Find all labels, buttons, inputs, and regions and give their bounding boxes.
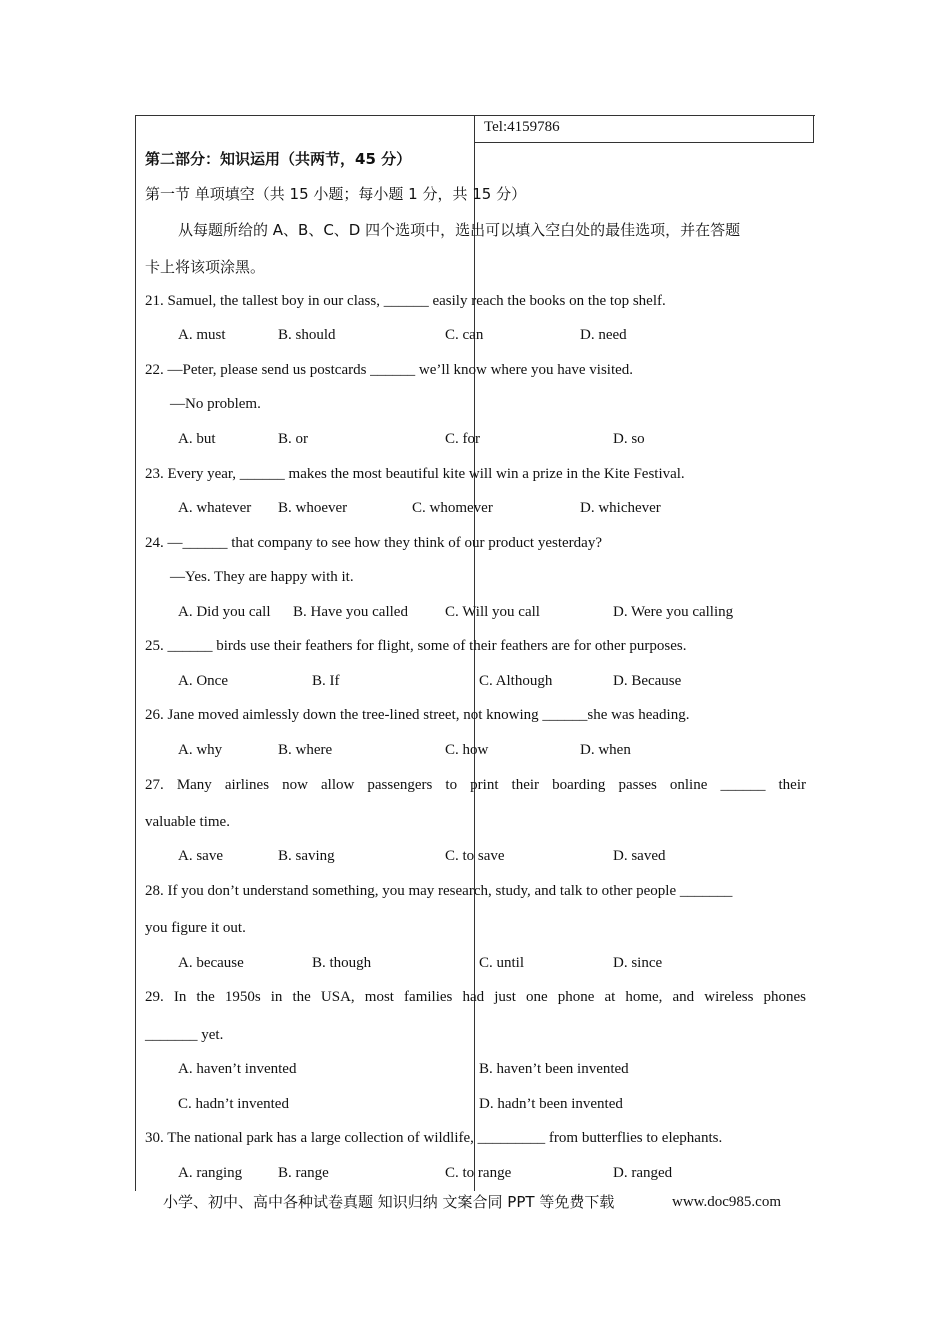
q22-option-a: A. but [178,431,216,447]
q27-option-c: C. to save [445,848,505,864]
q29-option-c: C. hadn’t invented [178,1096,289,1112]
q25-option-c: C. Although [479,673,553,689]
q21-option-b: B. should [278,327,336,343]
q27-option-a: A. save [178,848,223,864]
question-24-stem: 24. —______ that company to see how they think of our product yesterday? [145,535,602,551]
q24-option-b: B. Have you called [293,604,408,620]
question-27-stem-cont: valuable time. [145,814,230,830]
q29-option-d: D. hadn’t been invented [479,1096,623,1112]
footer-website-link[interactable]: www.doc985.com [672,1194,782,1210]
question-29-stem: 29. In the 1950s in the USA, most families had just one phone at home, and wireless phones [145,989,806,1005]
tel-number: Tel:4159786 [484,119,560,135]
q29-option-b: B. haven’t been invented [479,1061,629,1077]
q30-option-c: C. to range [445,1165,512,1181]
q26-option-d: D. when [580,742,631,758]
question-22-stem: 22. —Peter, please send us postcards ______ we’ll know where you have visited. [145,362,634,378]
q26-option-c: C. how [445,742,489,758]
q26-option-b: B. where [278,742,333,758]
question-22-reply: —No problem. [170,396,261,412]
instruction-line-2: 卡上将该项涂黑。 [145,258,266,276]
q28-option-d: D. since [613,955,663,971]
q30-option-b: B. range [278,1165,329,1181]
q29-option-a: A. haven’t invented [178,1061,297,1077]
instruction-line-1: 从每题所给的 A、B、C、D 四个选项中，选出可以填入空白处的最佳选项，并在答题 [178,221,741,239]
q21-option-d: D. need [580,327,627,343]
q22-option-c: C. for [445,431,480,447]
part-title: 第二部分：知识运用（共两节，45 分） [145,150,412,168]
q25-option-a: A. Once [178,673,228,689]
question-26-stem: 26. Jane moved aimlessly down the tree-lined street, not knowing ______she was heading. [145,707,690,723]
q23-option-c: C. whomever [412,500,493,516]
q22-option-d: D. so [613,431,645,447]
q27-option-b: B. saving [278,848,335,864]
footer-promo-text: 小学、初中、高中各种试卷真题 知识归纳 文案合同 PPT 等免费下载 [163,1193,615,1211]
q25-option-d: D. Because [613,673,682,689]
question-24-reply: —Yes. They are happy with it. [170,569,354,585]
frame-left-border [135,115,136,1191]
q21-option-c: C. can [445,327,484,343]
q23-option-b: B. whoever [278,500,348,516]
q30-option-d: D. ranged [613,1165,673,1181]
question-30-stem: 30. The national park has a large collection of wildlife, _________ from butterflies to elephants. [145,1130,723,1146]
q24-option-d: D. Were you calling [613,604,734,620]
q22-option-b: B. or [278,431,308,447]
question-21-stem: 21. Samuel, the tallest boy in our class, ______ easily reach the books on the top shelf. [145,293,666,309]
subsection-title: 第一节 单项填空（共 15 小题；每小题 1 分，共 15 分） [145,185,527,203]
q24-option-a: A. Did you call [178,604,271,620]
q24-option-c: C. Will you call [445,604,540,620]
question-29-stem-cont: _______ yet. [145,1027,224,1043]
question-28-stem: 28. If you don’t understand something, you may research, study, and talk to other people _______ [145,883,733,899]
q21-option-a: A. must [178,327,226,343]
q30-option-a: A. ranging [178,1165,243,1181]
q28-option-c: C. until [479,955,525,971]
q28-option-b: B. though [312,955,372,971]
question-27-stem: 27. Many airlines now allow passengers to print their boarding passes online ______ their [145,777,806,793]
question-23-stem: 23. Every year, ______ makes the most beautiful kite will win a prize in the Kite Festival. [145,466,685,482]
question-28-stem-cont: you figure it out. [145,920,246,936]
q25-option-b: B. If [312,673,340,689]
q23-option-a: A. whatever [178,500,252,516]
question-25-stem: 25. ______ birds use their feathers for flight, some of their feathers are for other purposes. [145,638,687,654]
q26-option-a: A. why [178,742,223,758]
q27-option-d: D. saved [613,848,666,864]
q28-option-a: A. because [178,955,244,971]
q23-option-d: D. whichever [580,500,661,516]
